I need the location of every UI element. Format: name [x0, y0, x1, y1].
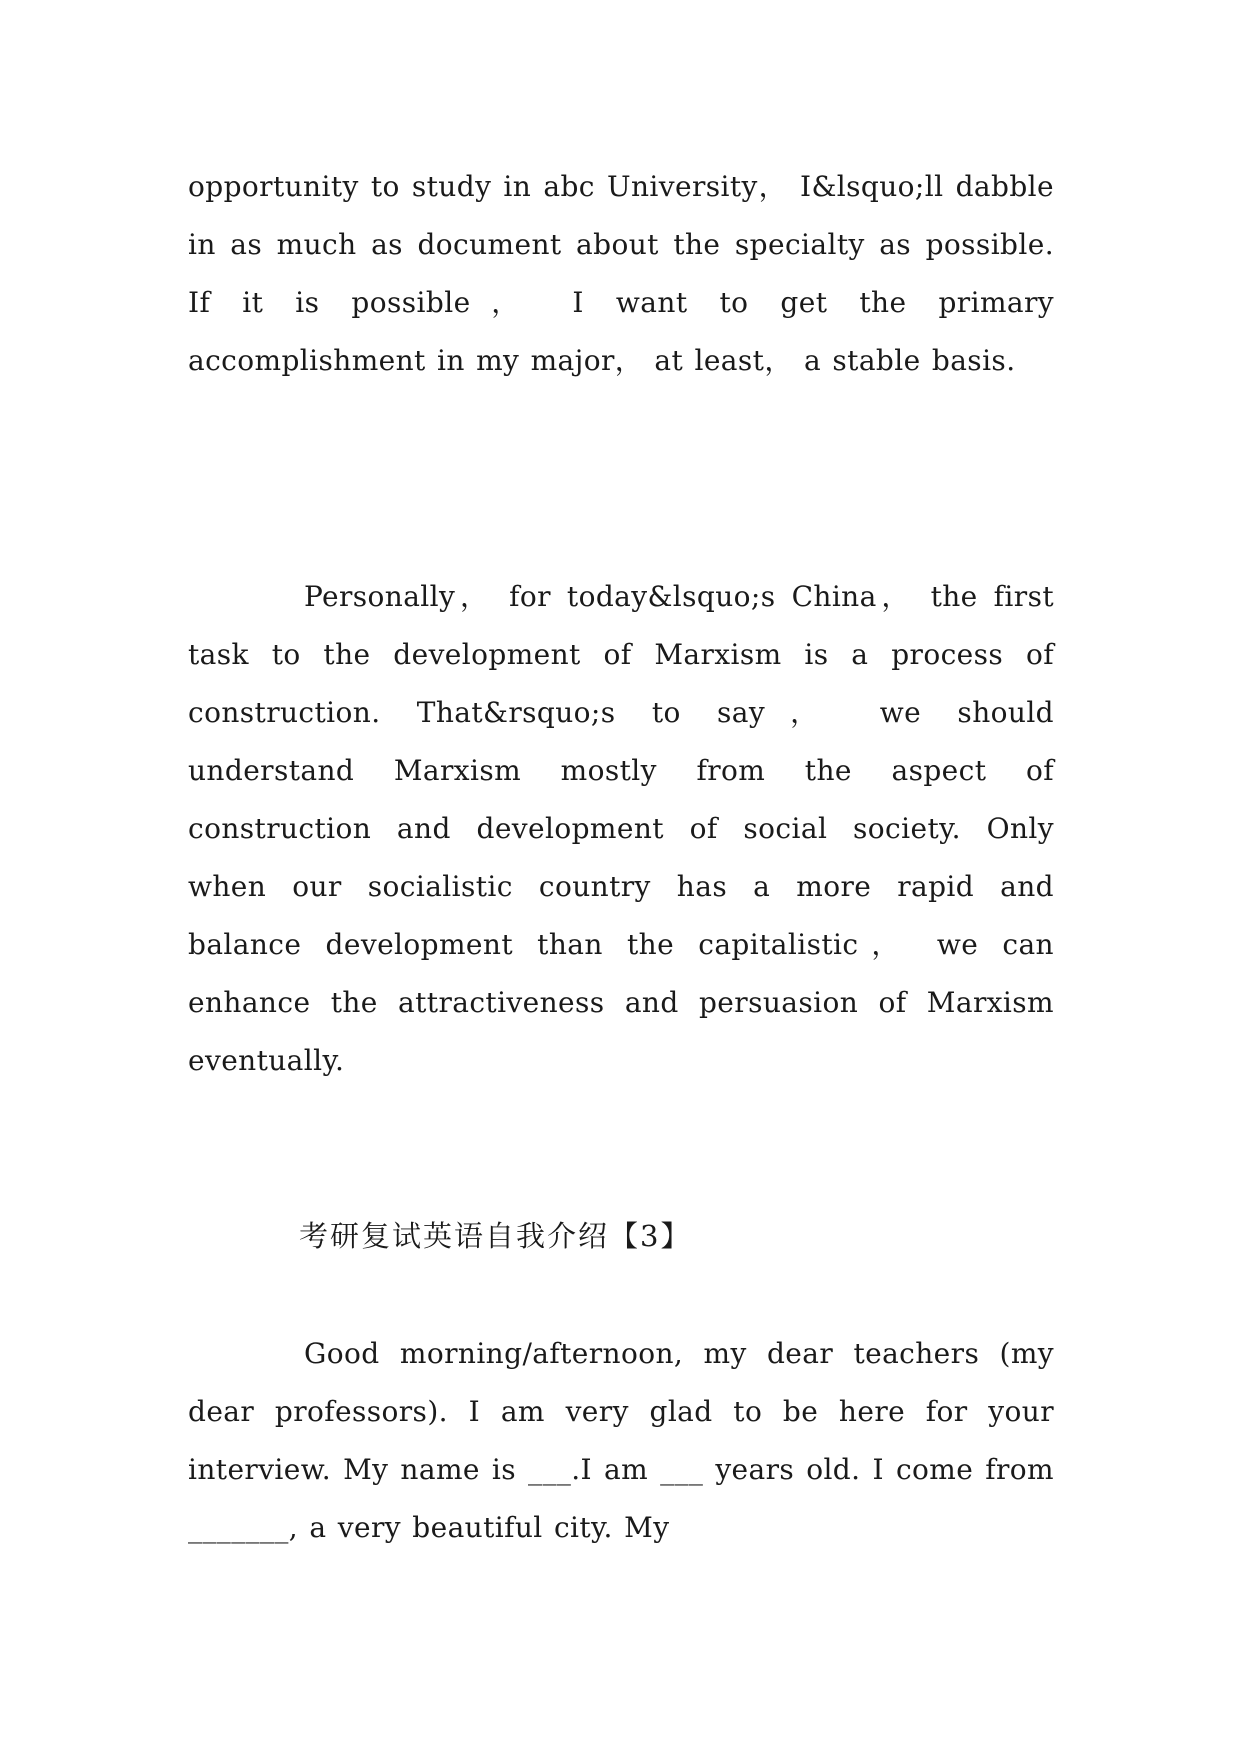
paragraph-marxism: Personally， for today&lsquo;s China， the first task to the development of Marxism is a process of construction. That&rsquo;s to say， we should understand Marxism mostly from the aspect of construction and development of social society. Only when our socialistic country has a more rapid and balance development than the capitalistic， we can enhance the attractiveness and persuasion of Marxism eventually. — [188, 580, 1054, 1077]
paragraph-self-introduction: Good morning/afternoon, my dear teachers (my dear professors). I am very glad to be here for your interview. My name is ___.I am ___ years old. I come from _______, a very beautiful city. My — [188, 1337, 1054, 1544]
section-heading: 考研复试英语自我介绍【3】 — [299, 1219, 692, 1253]
paragraph-study-plan: opportunity to study in abc University， I&lsquo;ll dabble in as much as document about the specialty as possible. If it is possible， I want to get the primary accomplishment in my major， at least， a stable basis. — [188, 170, 1054, 377]
